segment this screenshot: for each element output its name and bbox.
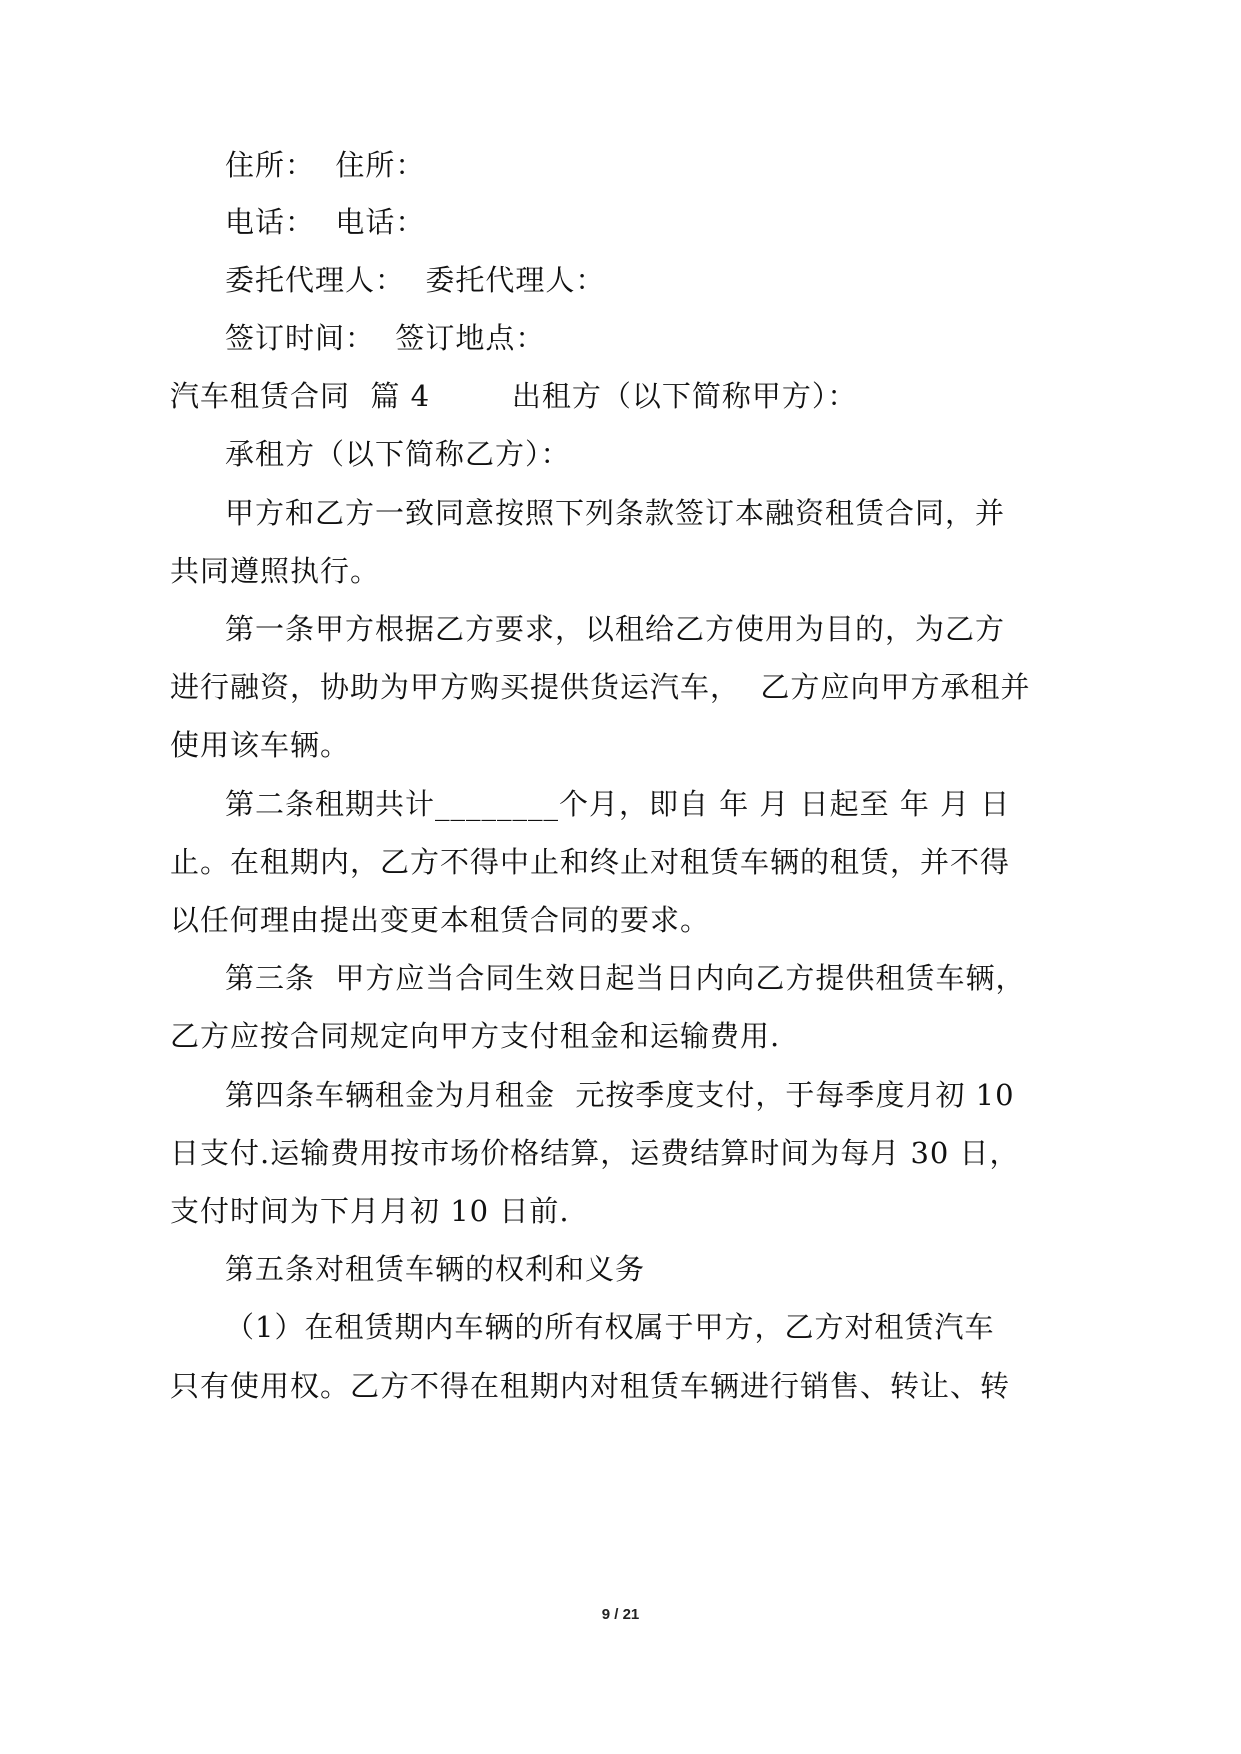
text-line: 只有使用权。乙方不得在租期内对租赁车辆进行销售、转让、转 — [170, 1369, 1011, 1403]
text-line: 支付时间为下月月初 10 日前. — [170, 1194, 570, 1228]
text-line: 止。在租期内，乙方不得中止和终止对租赁车辆的租赁，并不得 — [170, 845, 1011, 879]
section-heading-line: 汽车租赁合同 篇 4 出租方（以下简称甲方）： — [170, 379, 858, 413]
text-line: 乙方应按合同规定向甲方支付租金和运输费用. — [170, 1019, 781, 1053]
text-line: 共同遵照执行。 — [170, 554, 381, 588]
text-line: 第二条租期共计________个月，即自 年 月 日起至 年 月 日 — [225, 787, 1011, 821]
text-line: 第一条甲方根据乙方要求，以租给乙方使用为目的，为乙方 — [225, 612, 1006, 646]
text-line: 以任何理由提出变更本租赁合同的要求。 — [170, 903, 711, 937]
text-line: 日支付.运输费用按市场价格结算，运费结算时间为每月 30 日， — [170, 1136, 1020, 1170]
text-line: 承租方（以下简称乙方）： — [225, 437, 571, 471]
page-number: 9 / 21 — [601, 1606, 640, 1623]
text-line: 使用该车辆。 — [170, 728, 351, 762]
text-line: 进行融资，协助为甲方购买提供货运汽车， 乙方应向甲方承租并 — [170, 670, 1031, 704]
text-line: 签订时间： 签订地点： — [225, 321, 546, 355]
text-line: 住所： 住所： — [225, 148, 426, 182]
text-line: 甲方和乙方一致同意按照下列条款签订本融资租赁合同，并 — [225, 496, 1006, 530]
text-line: 委托代理人： 委托代理人： — [225, 263, 606, 297]
text-line: 第四条车辆租金为月租金 元按季度支付，于每季度月初 10 — [225, 1078, 1015, 1112]
text-line: （1）在租赁期内车辆的所有权属于甲方，乙方对租赁汽车 — [225, 1310, 995, 1344]
text-line: 第五条对租赁车辆的权利和义务 — [225, 1252, 646, 1286]
text-line: 电话： 电话： — [225, 205, 426, 239]
text-line: 第三条 甲方应当合同生效日起当日内向乙方提供租赁车辆， — [225, 961, 1026, 995]
